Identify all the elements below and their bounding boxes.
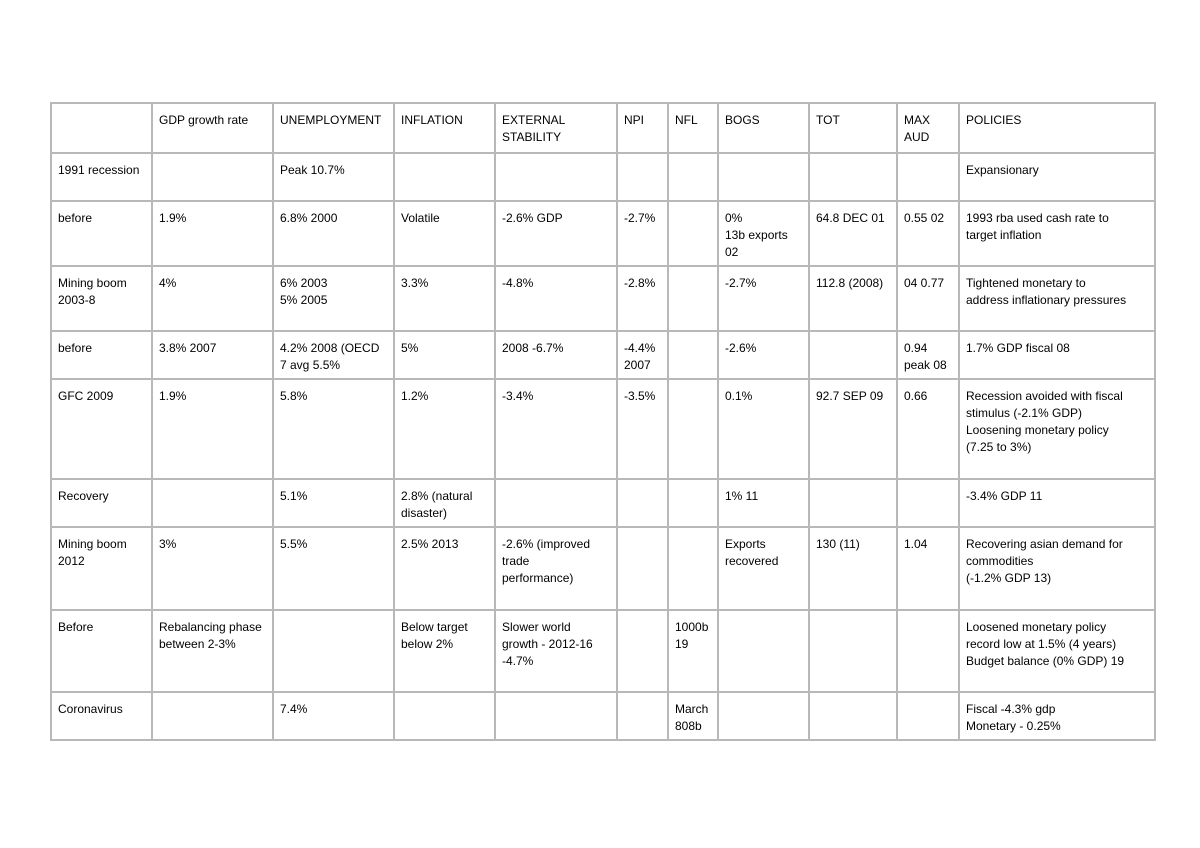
table-cell <box>668 479 718 527</box>
economic-indicators-table <box>50 102 1156 741</box>
table-cell: 04 0.77 <box>897 266 959 331</box>
header-cell: MAX AUD <box>897 103 959 153</box>
table-cell: Coronavirus <box>51 692 152 740</box>
table-cell <box>152 479 273 527</box>
table-cell: 0.94 peak 08 <box>897 331 959 379</box>
table-cell: 5.8% <box>273 379 394 479</box>
table-cell: 1.2% <box>394 379 495 479</box>
table-cell: -4.8% <box>495 266 617 331</box>
header-cell: NPI <box>617 103 668 153</box>
table-cell: 0.55 02 <box>897 201 959 266</box>
table-cell: 1.9% <box>152 201 273 266</box>
table-cell <box>668 153 718 201</box>
table-cell: Fiscal -4.3% gdp Monetary - 0.25% <box>959 692 1155 740</box>
table-cell: -2.6% GDP <box>495 201 617 266</box>
table-cell: 1.9% <box>152 379 273 479</box>
table-row <box>51 692 1155 740</box>
table-cell: 2.8% (natural disaster) <box>394 479 495 527</box>
table-cell <box>617 610 668 692</box>
table-cell <box>668 527 718 610</box>
table-cell: 1% 11 <box>718 479 809 527</box>
table-cell: Loosened monetary policy record low at 1.5% (4 years) Budget balance (0% GDP) 19 <box>959 610 1155 692</box>
table-row <box>51 379 1155 479</box>
table-cell: 3.3% <box>394 266 495 331</box>
table-row <box>51 266 1155 331</box>
table-cell <box>897 610 959 692</box>
table-cell <box>273 610 394 692</box>
table-cell <box>718 153 809 201</box>
table-row <box>51 610 1155 692</box>
table-cell <box>897 692 959 740</box>
table-cell: 0.66 <box>897 379 959 479</box>
table-cell <box>152 692 273 740</box>
table-cell: -2.6% <box>718 331 809 379</box>
table-cell: -2.8% <box>617 266 668 331</box>
table-row <box>51 201 1155 266</box>
table-cell <box>668 379 718 479</box>
table-cell: Tightened monetary to address inflationary pressures <box>959 266 1155 331</box>
table-cell: -2.7% <box>718 266 809 331</box>
table-cell: Recovery <box>51 479 152 527</box>
table-cell <box>668 331 718 379</box>
table-cell: Volatile <box>394 201 495 266</box>
table-cell: before <box>51 201 152 266</box>
table-cell: 1991 recession <box>51 153 152 201</box>
table-cell: 1.04 <box>897 527 959 610</box>
header-cell <box>51 103 152 153</box>
table-cell: 1000b 19 <box>668 610 718 692</box>
table-cell: Recession avoided with fiscal stimulus (-2.1% GDP) Loosening monetary policy (7.25 to 3%) <box>959 379 1155 479</box>
table-cell: Before <box>51 610 152 692</box>
table-cell: 1.7% GDP fiscal 08 <box>959 331 1155 379</box>
header-cell: GDP growth rate <box>152 103 273 153</box>
table-cell <box>617 153 668 201</box>
table-cell: 3.8% 2007 <box>152 331 273 379</box>
table-cell <box>617 479 668 527</box>
header-cell: NFL <box>668 103 718 153</box>
table-cell: 92.7 SEP 09 <box>809 379 897 479</box>
table-cell: 6.8% 2000 <box>273 201 394 266</box>
table-cell: 5.1% <box>273 479 394 527</box>
table-cell: 6% 2003 5% 2005 <box>273 266 394 331</box>
table-cell: 3% <box>152 527 273 610</box>
table-cell <box>394 153 495 201</box>
table-cell: 4.2% 2008 (OECD 7 avg 5.5% <box>273 331 394 379</box>
table-cell: 64.8 DEC 01 <box>809 201 897 266</box>
table-cell: 1993 rba used cash rate to target inflation <box>959 201 1155 266</box>
header-cell: UNEMPLOYMENT <box>273 103 394 153</box>
table-cell: Below target below 2% <box>394 610 495 692</box>
table-row <box>51 479 1155 527</box>
table-cell <box>394 692 495 740</box>
table-cell <box>495 692 617 740</box>
table-cell: 0% 13b exports 02 <box>718 201 809 266</box>
table-cell: March 808b <box>668 692 718 740</box>
table-row <box>51 331 1155 379</box>
table-cell: GFC 2009 <box>51 379 152 479</box>
table-cell <box>897 153 959 201</box>
table-cell: Mining boom 2003-8 <box>51 266 152 331</box>
table-cell: Exports recovered <box>718 527 809 610</box>
table-cell: 5.5% <box>273 527 394 610</box>
table-cell: Slower world growth - 2012-16 -4.7% <box>495 610 617 692</box>
header-cell: INFLATION <box>394 103 495 153</box>
table-cell <box>809 331 897 379</box>
table-cell <box>617 527 668 610</box>
table-cell: -3.5% <box>617 379 668 479</box>
table-cell <box>668 201 718 266</box>
table-cell: 7.4% <box>273 692 394 740</box>
table-cell <box>495 479 617 527</box>
header-cell: BOGS <box>718 103 809 153</box>
table-cell: 130 (11) <box>809 527 897 610</box>
header-row <box>51 103 1155 153</box>
table-cell <box>809 479 897 527</box>
table-cell <box>495 153 617 201</box>
table-cell: -3.4% GDP 11 <box>959 479 1155 527</box>
table-cell: 2008 -6.7% <box>495 331 617 379</box>
table-cell <box>809 610 897 692</box>
table-cell <box>668 266 718 331</box>
table-cell <box>809 153 897 201</box>
table-cell <box>617 692 668 740</box>
table-cell: -4.4% 2007 <box>617 331 668 379</box>
table-cell: 5% <box>394 331 495 379</box>
table-cell <box>718 692 809 740</box>
table-cell: Peak 10.7% <box>273 153 394 201</box>
table-cell: before <box>51 331 152 379</box>
table-cell: 0.1% <box>718 379 809 479</box>
header-cell: POLICIES <box>959 103 1155 153</box>
table-cell: -2.6% (improved trade performance) <box>495 527 617 610</box>
table-cell: Rebalancing phase between 2-3% <box>152 610 273 692</box>
table-cell: Recovering asian demand for commodities (-1.2% GDP 13) <box>959 527 1155 610</box>
table-cell <box>809 692 897 740</box>
table-cell: 112.8 (2008) <box>809 266 897 331</box>
table-row <box>51 153 1155 201</box>
table-cell <box>897 479 959 527</box>
table-cell: -2.7% <box>617 201 668 266</box>
table-cell <box>718 610 809 692</box>
table-cell: -3.4% <box>495 379 617 479</box>
table-cell: 4% <box>152 266 273 331</box>
table-cell: Mining boom 2012 <box>51 527 152 610</box>
header-cell: EXTERNAL STABILITY <box>495 103 617 153</box>
table-row <box>51 527 1155 610</box>
table-cell <box>152 153 273 201</box>
table-cell: Expansionary <box>959 153 1155 201</box>
header-cell: TOT <box>809 103 897 153</box>
table-cell: 2.5% 2013 <box>394 527 495 610</box>
